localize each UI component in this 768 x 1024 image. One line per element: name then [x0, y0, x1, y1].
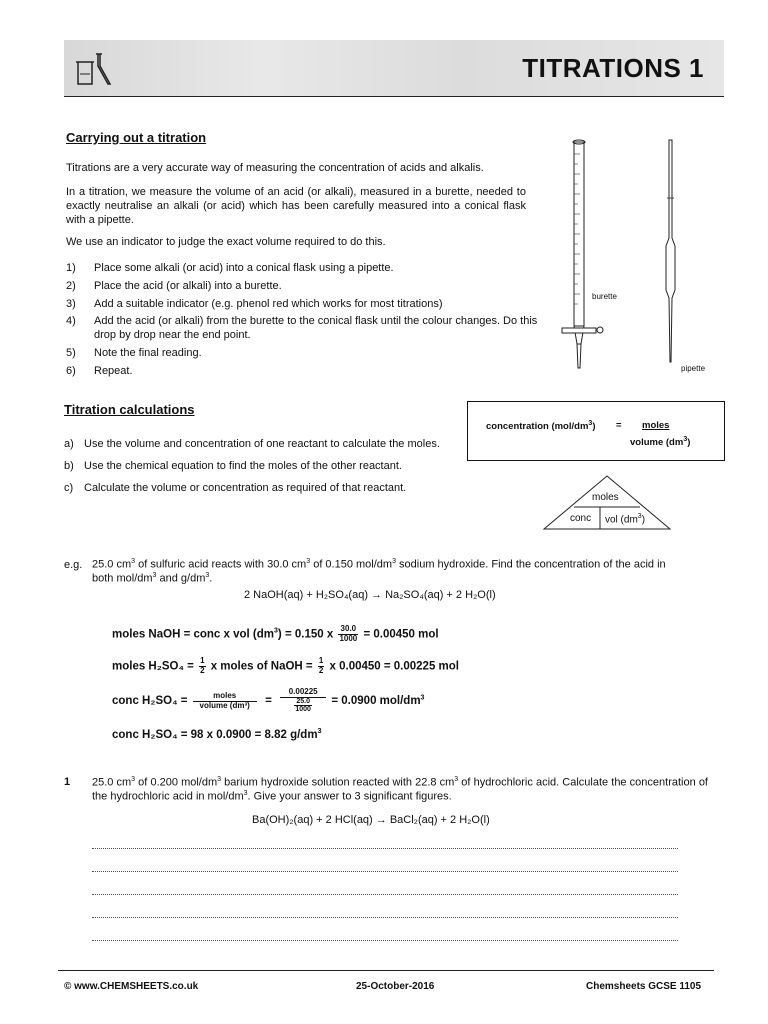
triangle-vol: vol $(dm^3)$: [605, 513, 646, 526]
answer-line[interactable]: [92, 917, 678, 918]
pipette-illustration: [656, 138, 686, 368]
calc-moles-h2so4: moles H₂SO₄ = $\frac{1}{2}$ x moles of NaOH = $\frac{1}{2}$ x 0.00450 = 0.00225 mol: [112, 656, 459, 675]
list-item: 1) Place some alkali (or acid) into a conical flask using a pipette.: [66, 262, 394, 274]
calc-conc-h2so4: conc H₂SO₄ = $\frac{\text{moles}}{\text{volume (dm³)}}$ = $\frac{0.00225}{\frac{25.0}{1000}}$ = 0.0900 mol/$dm^3$: [112, 687, 425, 714]
list-item: c) Calculate the volume or concentration as required of that reactant.: [64, 481, 407, 494]
answer-line[interactable]: [92, 848, 678, 849]
list-item: b) Use the chemical equation to find the moles of the other reactant.: [64, 459, 402, 472]
question-equation: Ba(OH)₂(aq) + 2 HCl(aq) → BaCl₂(aq) + 2 H₂O(l): [252, 814, 490, 826]
list-item: 6) Repeat.: [66, 364, 133, 377]
footer-divider: [58, 970, 714, 971]
triangle-conc: conc: [570, 513, 592, 524]
list-item: 3) Add a suitable indicator (e.g. phenol red which works for most titrations): [66, 297, 443, 310]
page-header: [64, 40, 724, 97]
example-text: e.g. 25.0 $cm^3$ of sulfuric acid reacts with 30.0 $cm^3$ of 0.150 mol/$dm^3$ sodium hydroxide. Find the concentration of the acid in both mol/$dm^3$ and $g/dm^3$.: [64, 558, 666, 586]
formula-numerator: moles: [642, 420, 670, 431]
list-item: 4) Add the acid (or alkali) from the burette to the conical flask until the colour changes. Do this drop by drop near the end point.: [66, 315, 538, 341]
calculation-steps: [64, 438, 450, 495]
footer-sheet-id: Chemsheets GCSE 1105: [586, 981, 702, 992]
list-item: a) Use the volume and concentration of one reactant to calculate the moles.: [64, 438, 440, 450]
list-item: 5) Note the final reading.: [66, 346, 202, 359]
pipette-label: pipette: [681, 364, 706, 373]
answer-line[interactable]: [92, 940, 678, 941]
steps-list: [66, 262, 544, 382]
paragraph-method: In a titration, we measure the volume of an acid (or alkali), measured in a burette, needed to exactly neutralise an alkali (or acid) which has been carefully measured into a conical flask with a pipette.: [66, 186, 526, 226]
paragraph-intro: Titrations are a very accurate way of measuring the concentration of acids and alkalis.: [66, 162, 484, 174]
section-title-calculations: Titration calculations: [64, 402, 195, 417]
calc-moles-naoh: moles NaOH = conc x vol $(dm^3) = 0.150$ x $\frac{30.0}{1000}$ = 0.00450 mol: [112, 624, 439, 643]
formula-left: concentration $(mol/dm^3)$: [486, 420, 596, 433]
paragraph-indicator: We use an indicator to judge the exact volume required to do this.: [66, 236, 386, 248]
list-item: 2) Place the acid (or alkali) into a burette.: [66, 279, 282, 292]
answer-line[interactable]: [92, 871, 678, 872]
formula-denominator: volume $(dm^3)$: [630, 436, 691, 449]
formula-equals: =: [616, 420, 622, 431]
burette-illustration: [556, 134, 606, 374]
footer-website: © www.CHEMSHEETS.co.uk: [64, 981, 199, 992]
example-equation: 2 NaOH(aq) + H₂SO₄(aq) → Na₂SO₄(aq) + 2 H₂O(l): [244, 589, 496, 601]
footer-date: 25-October-2016: [356, 981, 435, 992]
calc-conc-gdm3: conc H₂SO₄ = 98 x 0.0900 = 8.82 $g/dm^3$: [112, 728, 322, 741]
page-title: TITRATIONS 1: [522, 53, 704, 83]
answer-line[interactable]: [92, 894, 678, 895]
burette-label: burette: [592, 292, 617, 301]
glassware-icon: [72, 48, 116, 88]
triangle-moles: moles: [592, 492, 619, 503]
question-text: 25.0 $cm^3$ of 0.200 mol/$dm^3$ barium hydroxide solution reacted with 22.8 $cm^3$ of hydrochloric acid. Calculate the concentration of the hydrochloric acid in mol/$dm^3$. Give your answer to 3 significant figures.: [92, 776, 708, 804]
question-number: 1: [64, 776, 71, 788]
formula-box: [467, 401, 725, 461]
section-title-carrying-out: Carrying out a titration: [66, 130, 207, 145]
